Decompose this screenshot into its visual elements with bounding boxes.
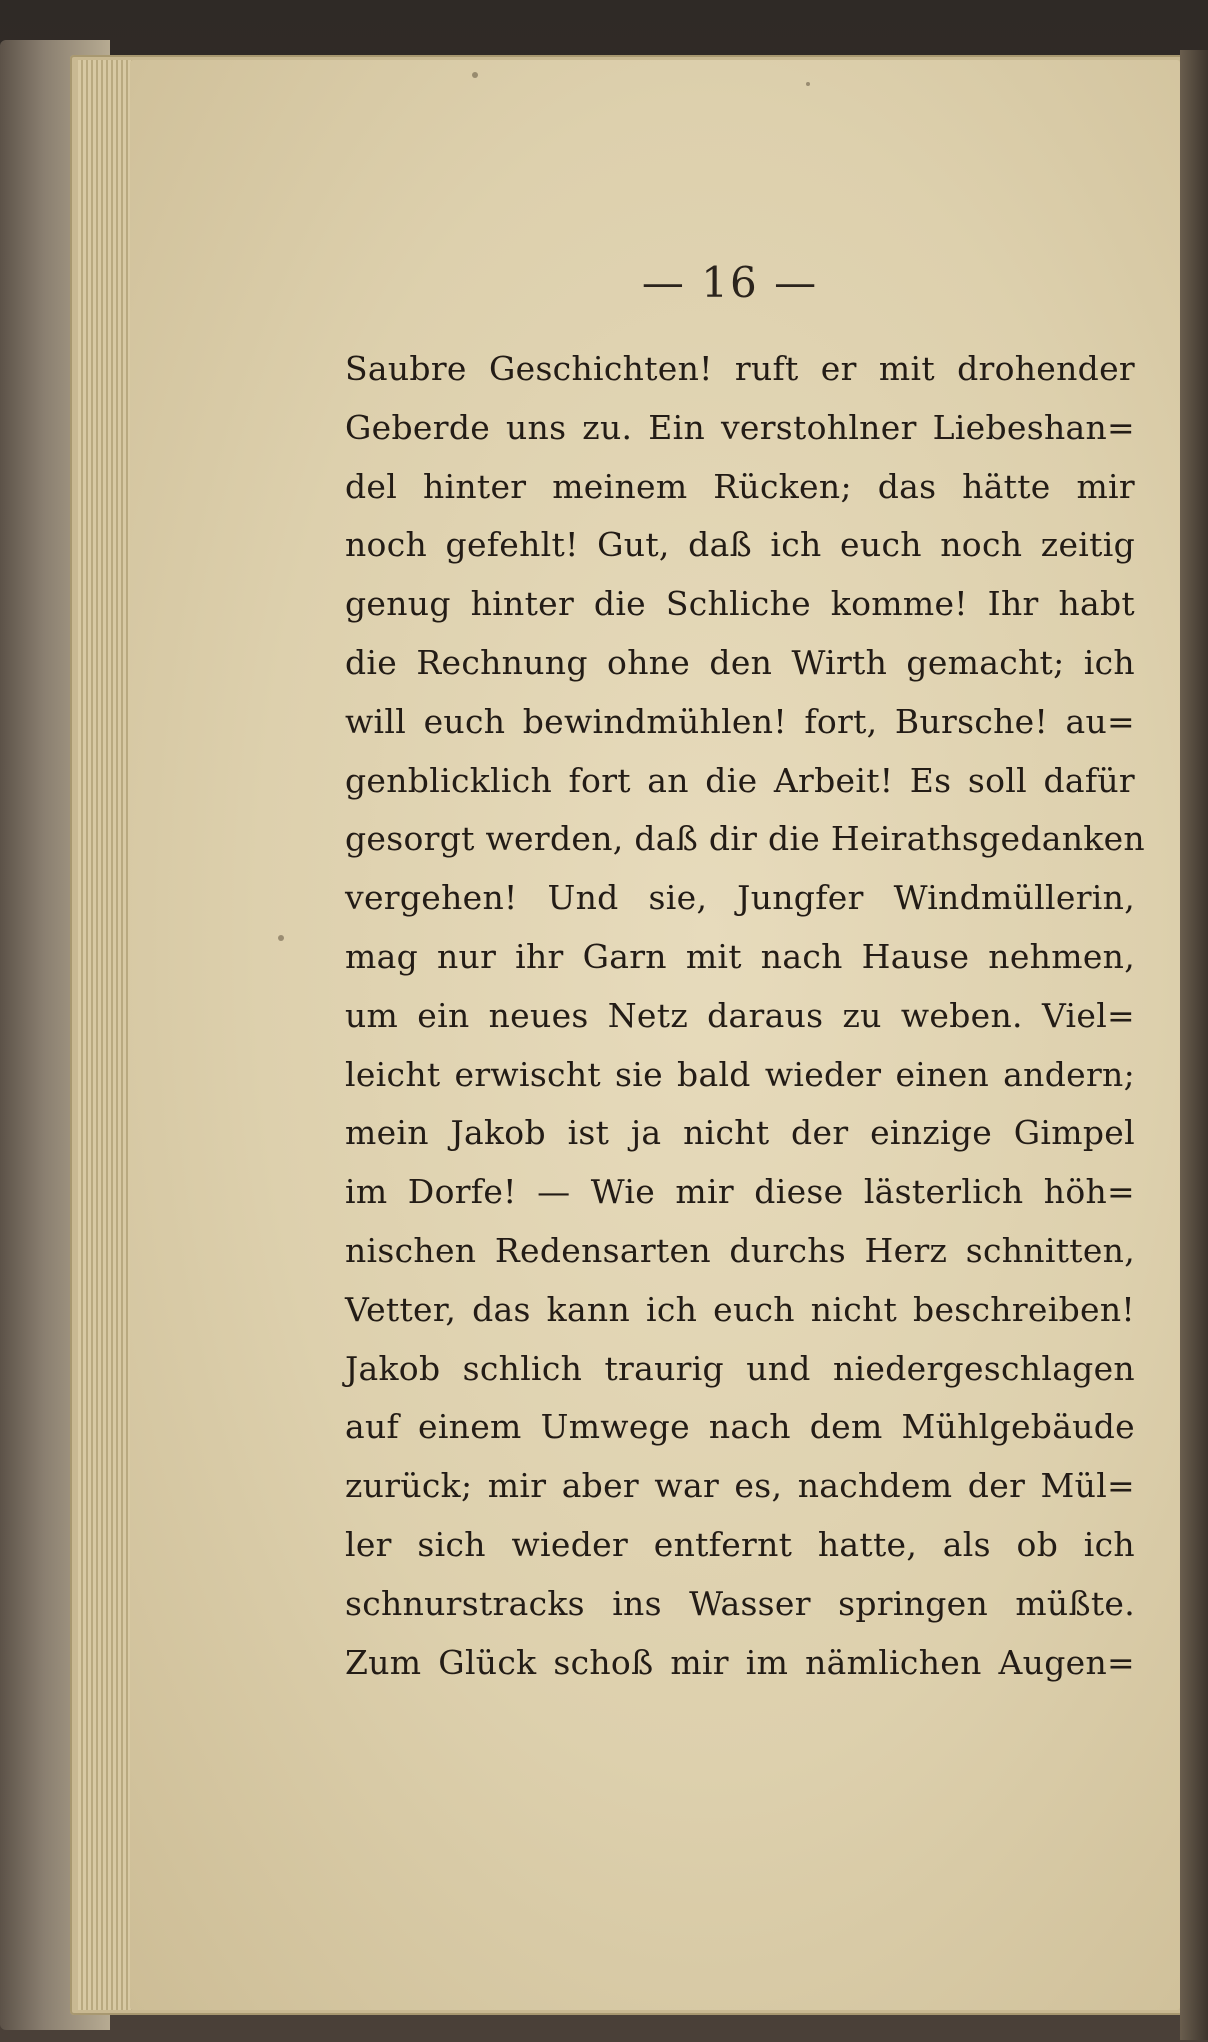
text-line: Geberde uns zu. Ein verstohlner Liebeshan= (345, 407, 1135, 447)
text-line: del hinter meinem Rücken; das hätte mir (345, 466, 1135, 506)
paper-speck (472, 72, 478, 78)
text-line: Zum Glück schoß mir im nämlichen Augen= (345, 1642, 1135, 1682)
text-line: Jakob schlich traurig und niedergeschlagen (345, 1348, 1135, 1388)
text-line: ler sich wieder entfernt hatte, als ob ich (345, 1524, 1135, 1564)
text-line: Saubre Geschichten! ruft er mit drohender (345, 349, 1135, 388)
text-line: gesorgt werden, daß dir die Heirathsgedanken (345, 819, 1145, 859)
text-line: genug hinter die Schliche komme! Ihr habt (345, 584, 1135, 624)
text-line: mag nur ihr Garn mit nach Hause nehmen, (345, 936, 1135, 976)
text-line: nischen Redensarten durchs Herz schnitten, (345, 1230, 1135, 1270)
text-line: auf einem Umwege nach dem Mühlgebäude (345, 1407, 1135, 1447)
text-line: vergehen! Und sie, Jungfer Windmüllerin, (345, 878, 1135, 918)
paper-speck (278, 935, 284, 941)
text-line: leicht erwischt sie bald wieder einen andern; (345, 1054, 1135, 1094)
text-line: zurück; mir aber war es, nachdem der Mül= (345, 1466, 1135, 1506)
text-line: Vetter, das kann ich euch nicht beschreiben! (345, 1289, 1135, 1329)
body-text (345, 340, 1145, 1692)
text-line: will euch bewindmühlen! fort, Bursche! au= (345, 701, 1135, 741)
text-line: im Dorfe! — Wie mir diese lästerlich höh= (345, 1172, 1135, 1212)
book-cover-right (1180, 50, 1208, 2040)
page-stack-edge (78, 60, 138, 2010)
text-line: genblicklich fort an die Arbeit! Es soll dafür (345, 760, 1135, 800)
text-line: schnurstracks ins Wasser springen müßte. (345, 1583, 1135, 1623)
text-line: die Rechnung ohne den Wirth gemacht; ich (345, 642, 1135, 682)
page-number: — 16 — (641, 258, 819, 307)
text-line: mein Jakob ist ja nicht der einzige Gimpel (345, 1113, 1135, 1153)
text-line: noch gefehlt! Gut, daß ich euch noch zeitig (345, 525, 1135, 565)
paper-speck (806, 82, 810, 86)
text-line: um ein neues Netz daraus zu weben. Viel= (345, 995, 1135, 1035)
